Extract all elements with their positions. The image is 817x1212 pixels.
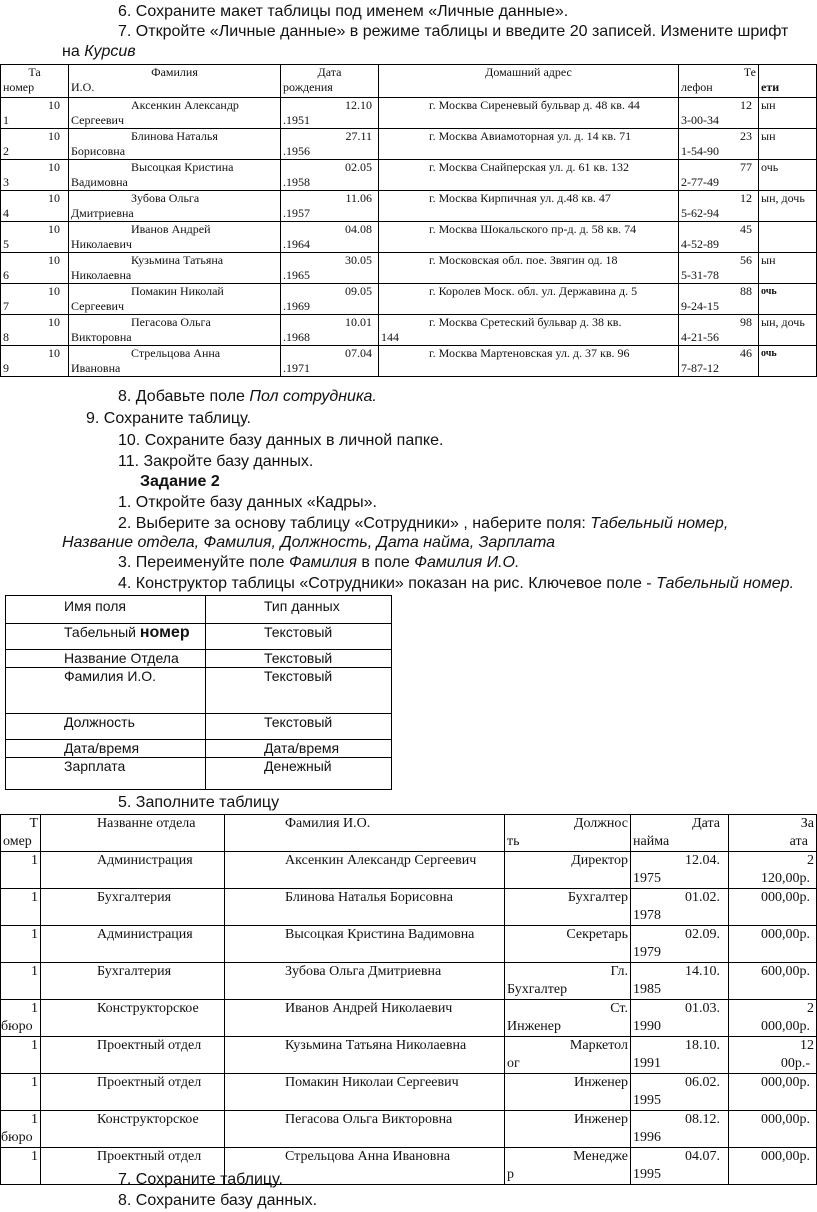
cell-address: г. Королев Моск. обл. ул. Державина д. 5 — [379, 284, 679, 315]
table-row — [1, 963, 817, 1000]
cell-position: Бухгалтер — [505, 889, 631, 926]
table-row — [1, 222, 817, 253]
cell-num: 10 9 — [1, 346, 69, 377]
cell-salary: 000,00р. — [729, 1074, 817, 1111]
step-9-text: 9. Сохраните таблицу. — [86, 410, 251, 427]
cell-phone: 45 4-52-89 — [679, 222, 759, 253]
designer-row — [6, 624, 392, 650]
task2-step-2: 2. Выберите за основу таблицу «Сотрудники» , наберите поля: Табельный номер, — [118, 515, 729, 532]
table-header-row — [1, 65, 817, 98]
cell-dob: 04.08 .1964 — [281, 222, 379, 253]
cell-salary: 2 000,00р. — [729, 1000, 817, 1037]
cell-num: 1 — [1, 1111, 41, 1148]
cell-hire-date: 01.02. 1978 — [631, 889, 729, 926]
cell-kids: очь — [759, 160, 817, 191]
cell-address: г. Москва Сретеский бульвар д. 38 кв. 144 — [379, 315, 679, 346]
cell-name: Пегасова Ольга Викторовна — [69, 315, 281, 346]
table-row — [1, 926, 817, 963]
cell-dept: Проектный отдел — [41, 1037, 225, 1074]
cell-kids: очь — [759, 284, 817, 315]
designer-field-name: Название Отдела — [6, 650, 206, 668]
cell-name: Высоцкая Кристина Вадимовна — [69, 160, 281, 191]
designer-field-name: Табельный номер — [6, 624, 206, 650]
cell-dob: 27.11 .1956 — [281, 129, 379, 160]
cell-address: г. Москва Шокальского пр-д. д. 58 кв. 74 — [379, 222, 679, 253]
designer-field-name: Дата/время — [6, 740, 206, 758]
cell-salary: 000,00р. — [729, 889, 817, 926]
cell-hire-date: 06.02. 1995 — [631, 1074, 729, 1111]
table-row — [1, 1000, 817, 1037]
cell-phone: 12 3-00-34 — [679, 98, 759, 129]
designer-data-type: Текстовый — [206, 624, 392, 650]
cell-salary: 12 00р.- — [729, 1037, 817, 1074]
cell-hire-date: 12.04. 1975 — [631, 852, 729, 889]
step-6-text: 6. Сохраните макет таблицы под именем «Личные данные». — [118, 3, 569, 20]
step-8-text: 8. Добавьте поле Пол сотрудника. — [118, 388, 377, 405]
table-row — [1, 191, 817, 222]
table-row — [1, 129, 817, 160]
cell-dept: Конструкторское бюро — [41, 1111, 225, 1148]
designer-row — [6, 758, 392, 790]
cell-name: Пегасова Ольга Викторовна — [225, 1111, 505, 1148]
designer-col-data-type: Тип данных — [206, 596, 392, 624]
cell-address: г. Москва Сиреневый бульвар д. 48 кв. 44 — [379, 98, 679, 129]
task-2-heading: Задание 2 — [140, 473, 220, 490]
designer-row — [6, 740, 392, 758]
designer-row — [6, 714, 392, 740]
cell-num: 10 6 — [1, 253, 69, 284]
table-row — [1, 1111, 817, 1148]
cell-dept: Администрация — [41, 852, 225, 889]
designer-data-type: Текстовый — [206, 650, 392, 668]
cell-phone: 56 5-31-78 — [679, 253, 759, 284]
cell-name: Кузьмина Татьяна Николаевна — [225, 1037, 505, 1074]
cell-num: 10 8 — [1, 315, 69, 346]
designer-row — [6, 650, 392, 668]
fill-header-position: Должнос ть — [505, 815, 631, 852]
cell-name: Аксенкин Александр Сергеевич — [69, 98, 281, 129]
table-row — [1, 852, 817, 889]
cell-position: Инженер — [505, 1074, 631, 1111]
cell-hire-date: 08.12. 1996 — [631, 1111, 729, 1148]
designer-data-type: Текстовый — [206, 714, 392, 740]
cell-name: Блинова Наталья Борисовна — [69, 129, 281, 160]
header-dob: Дата рождения — [281, 65, 379, 98]
designer-col-field-name: Имя поля — [6, 596, 206, 624]
designer-data-type: Денежный — [206, 758, 392, 790]
fill-header-num: Т омер — [1, 815, 41, 852]
fill-header-hire-date: Дата найма — [631, 815, 729, 852]
cell-dob: 11.06 .1957 — [281, 191, 379, 222]
cell-position: Ст. Инженер — [505, 1000, 631, 1037]
cell-name: Высоцкая Кристина Вадимовна — [225, 926, 505, 963]
cell-address: г. Московская обл. пое. Звягин од. 18 — [379, 253, 679, 284]
cell-num: 1 — [1, 1000, 41, 1037]
cell-dept: Проектный отдел — [41, 1148, 225, 1185]
table-row — [1, 1037, 817, 1074]
cell-address: г. Москва Снайперская ул. д. 61 кв. 132 — [379, 160, 679, 191]
final-step-7: 7. Сохраните таблицу. — [118, 1171, 283, 1188]
cell-hire-date: 18.10. 1991 — [631, 1037, 729, 1074]
header-phone: Те лефон — [679, 65, 759, 98]
table-row — [1, 346, 817, 377]
cell-position: Гл. Бухгалтер — [505, 963, 631, 1000]
cell-name: Помакин Николай Сергеевич — [69, 284, 281, 315]
cell-position: Инженер — [505, 1111, 631, 1148]
table-row — [1, 889, 817, 926]
cell-salary: 000,00р. — [729, 1111, 817, 1148]
cell-position: Менедже р — [505, 1148, 631, 1185]
cell-num: 10 7 — [1, 284, 69, 315]
cell-dob: 30.05 .1965 — [281, 253, 379, 284]
cell-num: 10 2 — [1, 129, 69, 160]
fill-header-name: Фамилия И.О. — [225, 815, 505, 852]
final-step-8: 8. Сохраните базу данных. — [118, 1192, 318, 1209]
cell-num: 1 — [1, 963, 41, 1000]
cell-phone: 77 2-77-49 — [679, 160, 759, 191]
task2-step-3: 3. Переименуйте поле Фамилия в поле Фамилия И.О. — [118, 554, 520, 571]
cell-dept: Бухгалтерия — [41, 889, 225, 926]
step-7-continuation: на Курсив — [62, 43, 136, 60]
step-7-text: 7. Откройте «Личные данные» в режиме таблицы и введите 20 записей. Измените шрифт — [118, 23, 789, 40]
cell-name: Блинова Наталья Борисовна — [225, 889, 505, 926]
cell-num: 1 — [1, 889, 41, 926]
step-10-text: 10. Сохраните базу данных в личной папке. — [118, 432, 444, 449]
cell-dept: Проектный отдел — [41, 1074, 225, 1111]
cell-dept: Бухгалтерия — [41, 963, 225, 1000]
cell-hire-date: 02.09. 1979 — [631, 926, 729, 963]
cell-dept: Администрация — [41, 926, 225, 963]
cell-num: 1 — [1, 1074, 41, 1111]
cell-num: 10 5 — [1, 222, 69, 253]
header-num: Та номер — [1, 65, 69, 98]
table-row — [1, 160, 817, 191]
task2-step-4: 4. Конструктор таблицы «Сотрудники» показан на рис. Ключевое поле - Табельный номер. — [118, 575, 795, 592]
cell-kids: ын — [759, 129, 817, 160]
cell-name: Помакин Николаи Сергеевич — [225, 1074, 505, 1111]
cell-kids: ын, дочь — [759, 315, 817, 346]
cell-phone: 23 1-54-90 — [679, 129, 759, 160]
cell-dept: Конструкторское бюро — [41, 1000, 225, 1037]
cell-name: Зубова Ольга Дмитриевна — [225, 963, 505, 1000]
cell-name: Зубова Ольга Дмитриевна — [69, 191, 281, 222]
cell-name: Кузьмина Татьяна Николаевна — [69, 253, 281, 284]
designer-data-type: Текстовый — [206, 668, 392, 714]
cell-salary: 600,00р. — [729, 963, 817, 1000]
header-name: Фамилия И.О. — [69, 65, 281, 98]
table-row — [1, 1074, 817, 1111]
header-kids: ети — [759, 65, 817, 98]
cell-address: г. Москва Авиамоторная ул. д. 14 кв. 71 — [379, 129, 679, 160]
header-address: Домашний адрес — [379, 65, 679, 98]
cell-hire-date: 04.07. 1995 — [631, 1148, 729, 1185]
table-row — [1, 284, 817, 315]
cell-num: 1 — [1, 1148, 41, 1185]
designer-field-name: Фамилия И.О. — [6, 668, 206, 714]
cell-num: 1 — [1, 1037, 41, 1074]
cell-name: Иванов Андрей Николаевич — [225, 1000, 505, 1037]
cell-position: Секретарь — [505, 926, 631, 963]
task2-step-2-continuation: Название отдела, Фамилия, Должность, Дата найма, Зарплата — [62, 534, 555, 551]
step-11-text: 11. Закройте базу данных. — [118, 453, 314, 470]
cell-num: 10 1 — [1, 98, 69, 129]
cell-num: 1 — [1, 926, 41, 963]
fill-header-salary: За ата — [729, 815, 817, 852]
cell-kids: ын — [759, 98, 817, 129]
font-italic-label: Курсив — [84, 43, 136, 60]
cell-dob: 12.10 .1951 — [281, 98, 379, 129]
cell-hire-date: 14.10. 1985 — [631, 963, 729, 1000]
cell-phone: 88 9-24-15 — [679, 284, 759, 315]
cell-phone: 98 4-21-56 — [679, 315, 759, 346]
cell-address: г. Москва Мартеновская ул. д. 37 кв. 96 — [379, 346, 679, 377]
cell-dob: 02.05 .1958 — [281, 160, 379, 191]
cell-salary: 000,00р. — [729, 926, 817, 963]
cell-kids: очь — [759, 346, 817, 377]
cell-dob: 10.01 .1968 — [281, 315, 379, 346]
table-row — [1, 98, 817, 129]
cell-kids — [759, 222, 817, 253]
table-designer — [5, 595, 392, 790]
table-row — [1, 315, 817, 346]
designer-header-row — [6, 596, 392, 624]
cell-dob: 07.04 .1971 — [281, 346, 379, 377]
cell-phone: 12 5-62-94 — [679, 191, 759, 222]
designer-field-name: Зарплата — [6, 758, 206, 790]
cell-num: 1 — [1, 852, 41, 889]
designer-data-type: Дата/время — [206, 740, 392, 758]
fill-header-dept: Названне отдела — [41, 815, 225, 852]
cell-salary: 2 120,00р. — [729, 852, 817, 889]
cell-address: г. Москва Кирпичная ул. д.48 кв. 47 — [379, 191, 679, 222]
personal-data-table — [0, 64, 817, 377]
cell-name: Стрельцова Анна Ивановна — [225, 1148, 505, 1185]
cell-num: 10 4 — [1, 191, 69, 222]
designer-row — [6, 668, 392, 714]
fill-header-row — [1, 815, 817, 852]
cell-name: Аксенкин Александр Сергеевич — [225, 852, 505, 889]
cell-dob: 09.05 .1969 — [281, 284, 379, 315]
cell-name: Стрельцова Анна Ивановна — [69, 346, 281, 377]
cell-kids: ын — [759, 253, 817, 284]
cell-hire-date: 01.03. 1990 — [631, 1000, 729, 1037]
task2-step-1: 1. Откройте базу данных «Кадры». — [118, 494, 377, 511]
cell-position: Маркетол ог — [505, 1037, 631, 1074]
step-5-text: 5. Заполните таблицу — [118, 794, 280, 811]
cell-kids: ын, дочь — [759, 191, 817, 222]
table-row — [1, 253, 817, 284]
cell-salary: 000,00р. — [729, 1148, 817, 1185]
cell-phone: 46 7-87-12 — [679, 346, 759, 377]
cell-name: Иванов Андрей Николаевич — [69, 222, 281, 253]
cell-position: Директор — [505, 852, 631, 889]
designer-field-name: Должность — [6, 714, 206, 740]
cell-num: 10 3 — [1, 160, 69, 191]
employees-fill-table — [0, 814, 817, 1185]
